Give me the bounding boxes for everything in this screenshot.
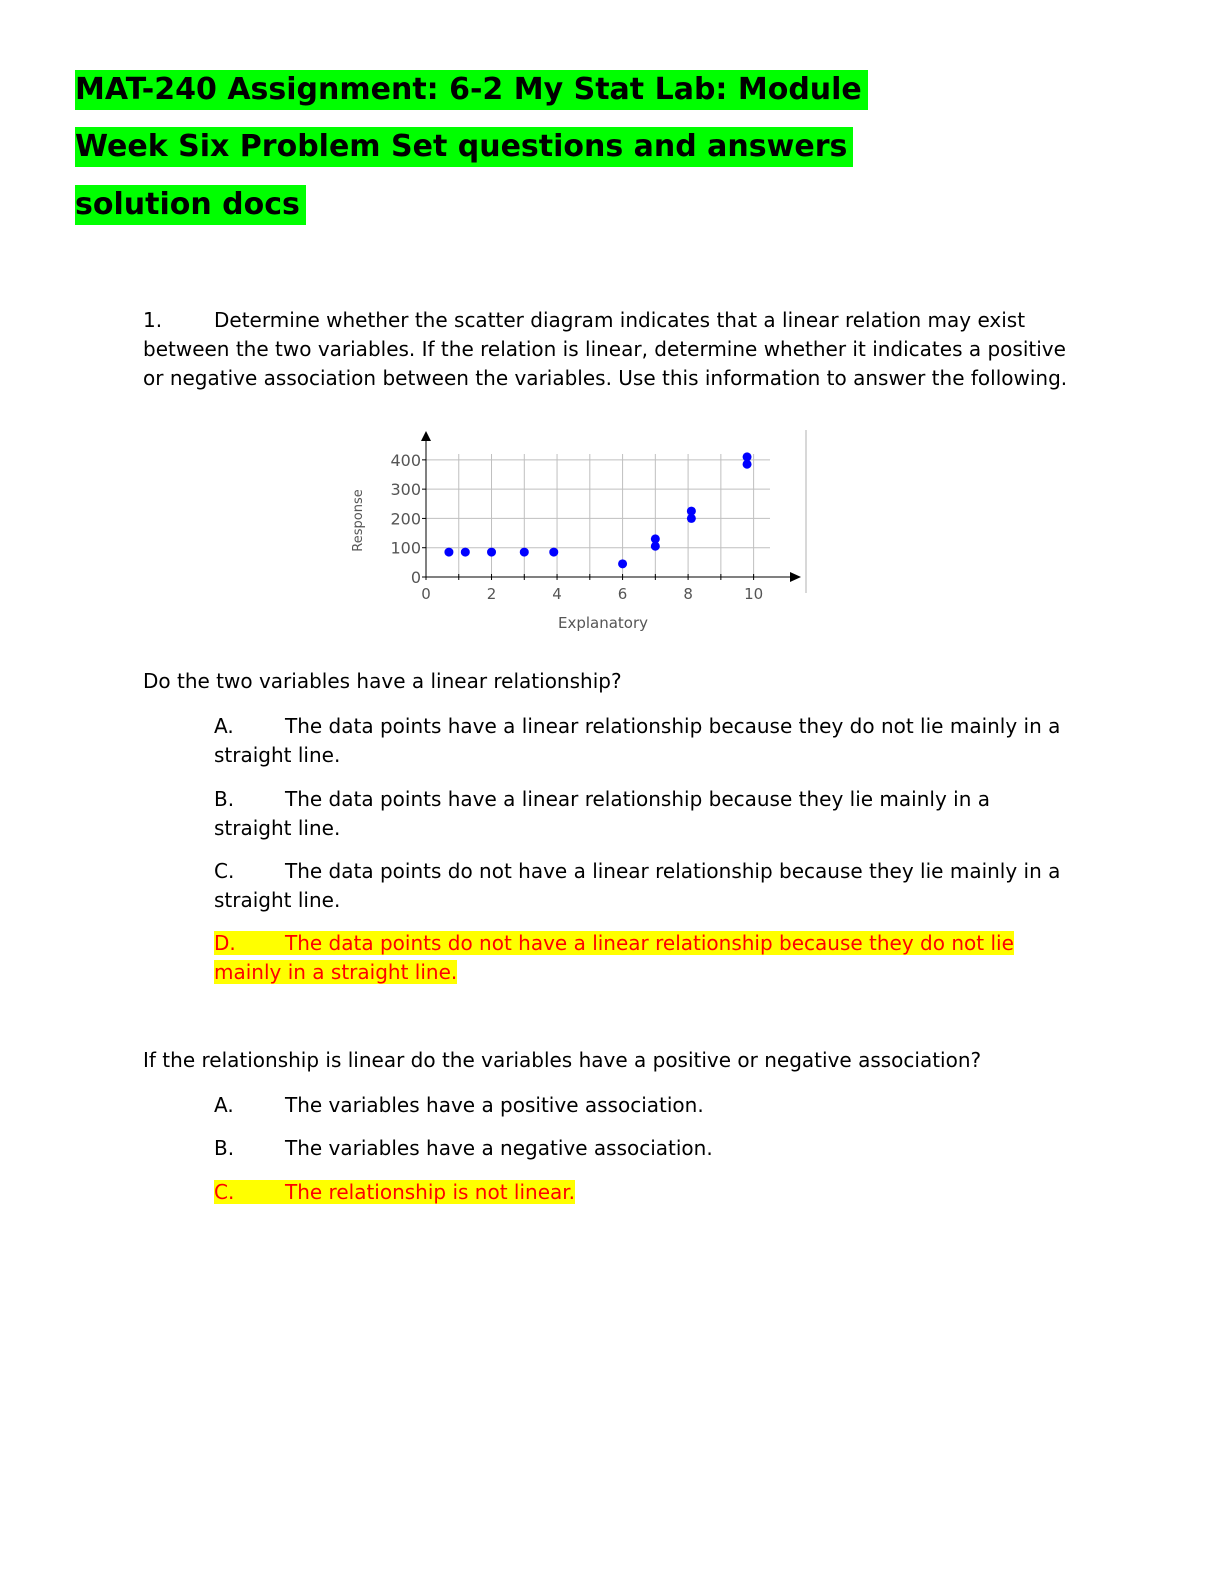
option-letter: C. [214, 859, 235, 883]
part-a-option-d-answer [214, 929, 1064, 987]
title-line-2: Week Six Problem Set questions and answers [75, 127, 853, 167]
option-letter: C. [214, 1180, 235, 1204]
part-b-option-b [214, 1134, 1064, 1163]
question-number: 1. [143, 308, 163, 332]
part-a-question: Do the two variables have a linear relationship? [143, 669, 622, 693]
data-point [461, 548, 470, 557]
x-axis-label: Explanatory [557, 614, 649, 632]
data-point [444, 548, 453, 557]
question-text: Determine whether the scatter diagram indicates that a linear relation may exist between the two variables. If the relation is linear, determine whether it indicates a positive or negative association between the variables. Use this information to answer the following. [143, 308, 1068, 390]
option-letter: B. [214, 787, 235, 811]
title-line-1: MAT-240 Assignment: 6-2 My Stat Lab: Module [75, 70, 868, 110]
x-tick-label: 10 [744, 585, 764, 603]
part-b-option-a [214, 1091, 1064, 1120]
x-tick-label: 6 [617, 585, 628, 603]
question-1-prompt [143, 306, 1073, 393]
y-tick-label: 400 [390, 450, 421, 470]
data-point [520, 548, 529, 557]
x-tick-label: 0 [421, 585, 431, 603]
y-tick-label: 0 [410, 568, 421, 587]
option-letter: A. [214, 1093, 234, 1117]
part-b-option-c-answer [214, 1178, 1064, 1207]
y-tick-label: 300 [390, 480, 421, 500]
data-point [687, 507, 696, 516]
part-b-question: If the relationship is linear do the variables have a positive or negative association? [143, 1048, 982, 1072]
data-point [743, 452, 752, 461]
scatter-chart [340, 425, 810, 640]
part-a-option-a [214, 712, 1064, 770]
option-text: The data points have a linear relationship because they do not lie mainly in a straight line. [214, 714, 1061, 767]
y-tick-label: 200 [390, 509, 421, 529]
option-letter: A. [214, 714, 234, 738]
option-text: The variables have a negative association. [285, 1136, 713, 1160]
data-point [487, 548, 496, 557]
title-line-3: solution docs [75, 185, 306, 225]
x-tick-label: 8 [683, 585, 693, 603]
option-text: The relationship is not linear. [285, 1180, 576, 1204]
option-text: The data points have a linear relationship because they lie mainly in a straight line. [214, 787, 990, 840]
option-letter: B. [214, 1136, 235, 1160]
data-point [549, 548, 558, 557]
option-text: The data points do not have a linear relationship because they lie mainly in a straight line. [214, 859, 1061, 912]
y-tick-label: 100 [390, 538, 421, 558]
y-axis-label: Response [351, 489, 366, 552]
x-tick-label: 4 [552, 585, 562, 603]
y-axis-arrow [421, 431, 431, 441]
x-tick-label: 2 [486, 585, 497, 603]
data-point [618, 559, 627, 568]
x-axis-arrow [790, 572, 801, 582]
option-text: The data points do not have a linear relationship because they do not lie mainly in a straight line. [214, 931, 1014, 984]
part-a-option-c [214, 857, 1064, 915]
option-letter: D. [214, 931, 236, 955]
option-text: The variables have a positive association. [285, 1093, 704, 1117]
answer-highlight [214, 1180, 575, 1204]
part-a-option-b [214, 785, 1064, 843]
scatter-chart-svg [340, 425, 810, 640]
data-point [651, 534, 660, 543]
answer-highlight [214, 931, 1014, 984]
